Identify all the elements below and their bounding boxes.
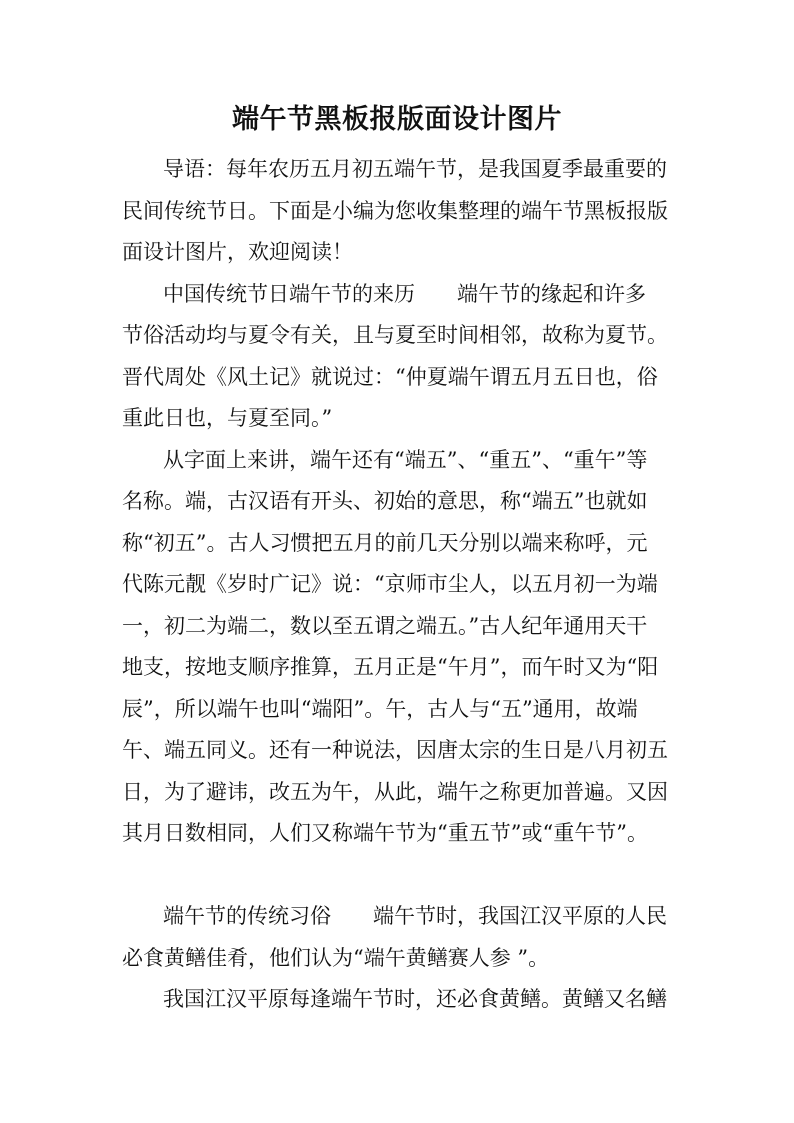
article-body: [122, 149, 762, 1021]
text-line: 必食黄鳝佳肴，他们认为“端午黄鳝赛人参 ”。: [122, 945, 550, 970]
text-line: 节俗活动均与夏令有关，且与夏至时间相邻，故称为夏节。: [122, 323, 668, 347]
section-heading-line: 中国传统节日端午节的来历 端午节的缘起和许多: [163, 281, 646, 306]
text-line: 名称。端，古汉语有开头、初始的意思，称“端五”也就如: [122, 489, 648, 513]
section-heading-line: 端午节的传统习俗 端午节时，我国江汉平原的人民: [163, 904, 667, 928]
text-line: 地支，按地支顺序推算，五月正是“午月”，而午时又为“阳: [122, 655, 659, 679]
text-line: 晋代周处《风土记》就说过：“仲夏端午谓五月五日也，俗: [122, 364, 658, 389]
text-line: 代陈元靓《岁时广记》说：“京师市尘人，以五月初一为端: [122, 572, 658, 596]
text-line: 辰”，所以端午也叫“端阳”。午，古人与“五”通用，故端: [122, 696, 638, 721]
text-line: 导语：每年农历五月初五端午节，是我国夏季最重要的: [163, 157, 667, 181]
text-line: 从字面上来讲，端午还有“端五”、“重五”、“重午”等: [163, 447, 648, 472]
text-line: 日，为了避讳，改五为午，从此，端午之称更加普遍。又因: [122, 779, 668, 804]
text-line: 一，初二为端二，数以至五谓之端五。”古人纪年通用天干: [122, 613, 648, 638]
text-line: 重此日也，与夏至同。”: [122, 406, 333, 430]
text-line: 午、端五同义。还有一种说法，因唐太宗的生日是八月初五: [122, 738, 668, 762]
blank-line: [122, 855, 762, 897]
text-line: 我国江汉平原每逢端午节时，还必食黄鳝。黄鳝又名鳝: [163, 987, 667, 1011]
page-title: 端午节黑板报版面设计图片: [232, 104, 562, 135]
text-line: 其月日数相同，人们又称端午节为“重五节”或“重午节”。: [122, 821, 648, 845]
text-line: 民间传统节日。下面是小编为您收集整理的端午节黑板报版: [122, 198, 668, 223]
text-line: 称“初五”。古人习惯把五月的前几天分别以端来称呼，元: [122, 530, 648, 555]
text-line: 面设计图片，欢迎阅读！: [122, 240, 353, 264]
